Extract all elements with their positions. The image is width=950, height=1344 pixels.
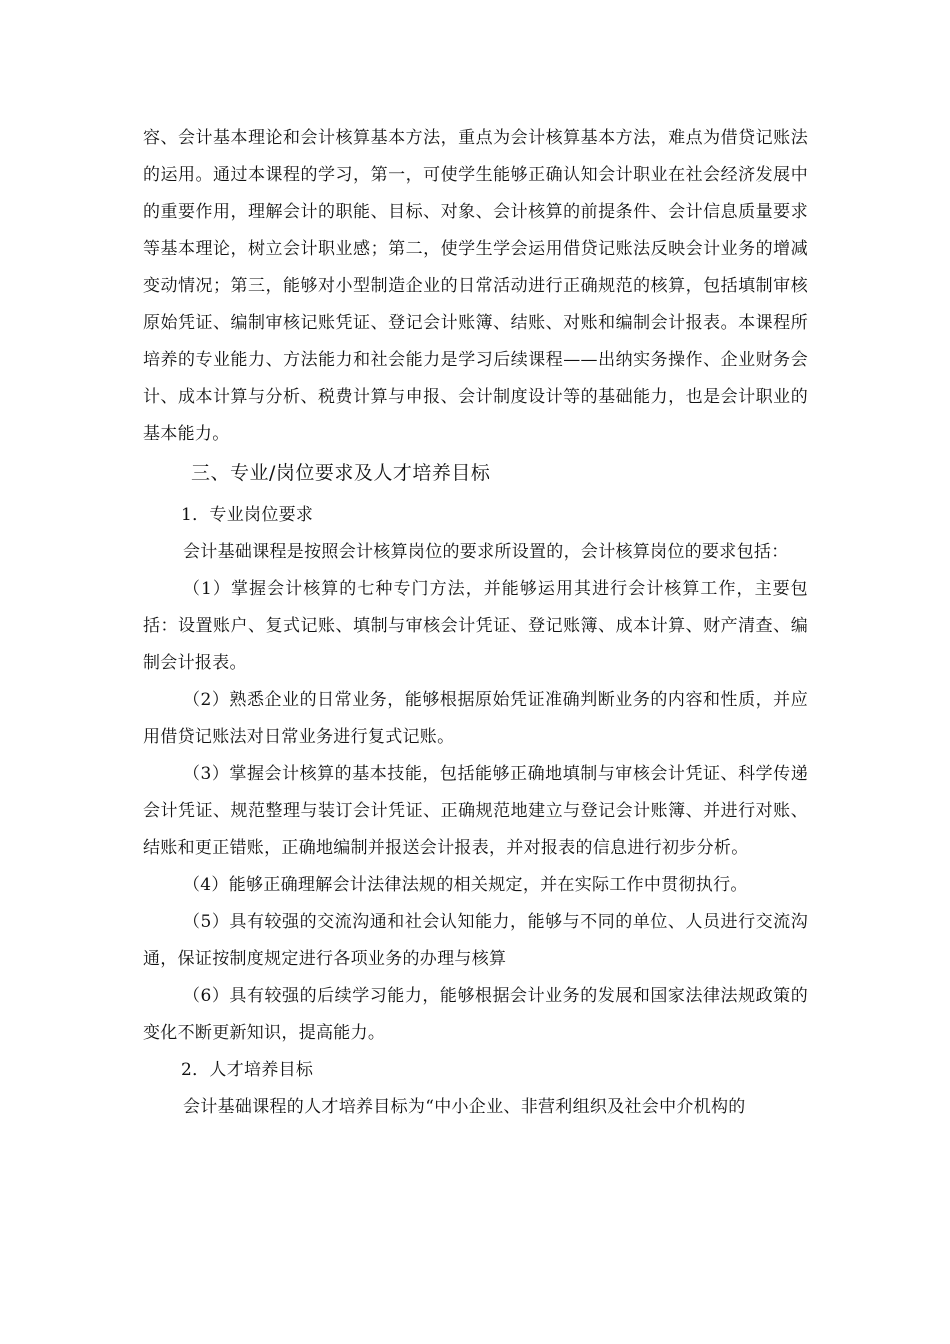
requirement-item-6: （6）具有较强的后续学习能力，能够根据会计业务的发展和国家法律法规政策的变化不断更新知识，提高能力。 (143, 986, 808, 1043)
requirement-item-5: （5）具有较强的交流沟通和社会认知能力，能够与不同的单位、人员进行交流沟通，保证按制度规定进行各项业务的办理与核算 (143, 912, 808, 969)
requirement-item-3: （3）掌握会计核算的基本技能，包括能够正确地填制与审核会计凭证、科学传递会计凭证、规范整理与装订会计凭证、正确规范地建立与登记会计账簿、并进行对账、结账和更正错账，正确地编制并报送会计报表，并对报表的信息进行初步分析。 (143, 764, 808, 858)
requirement-item-4: （4）能够正确理解会计法律法规的相关规定，并在实际工作中贯彻执行。 (183, 875, 748, 895)
requirement-item-2: （2）熟悉企业的日常业务，能够根据原始凭证准确判断业务的内容和性质，并应用借贷记账法对日常业务进行复式记账。 (143, 690, 808, 747)
subsection-title-1: 1．专业岗位要求 (181, 505, 314, 525)
subsection-intro-2: 会计基础课程的人才培养目标为“中小企业、非营利组织及社会中介机构的 (183, 1097, 746, 1117)
subsection-intro-1: 会计基础课程是按照会计核算岗位的要求所设置的，会计核算岗位的要求包括： (183, 542, 789, 562)
intro-paragraph: 容、会计基本理论和会计核算基本方法，重点为会计核算基本方法，难点为借贷记账法的运用。通过本课程的学习，第一，可使学生能够正确认知会计职业在社会经济发展中的重要作用，理解会计的职能、目标、对象、会计核算的前提条件、会计信息质量要求等基本理论，树立会计职业感；第二，使学生学会运用借贷记账法反映会计业务的增减变动情况；第三，能够对小型制造企业的日常活动进行正确规范的核算，包括填制审核原始凭证、编制审核记账凭证、登记会计账簿、结账、对账和编制会计报表。本课程所培养的专业能力、方法能力和社会能力是学习后续课程——出纳实务操作、企业财务会计、成本计算与分析、税费计算与申报、会计制度设计等的基础能力，也是会计职业的基本能力。 (143, 128, 808, 444)
requirement-item-1: （1）掌握会计核算的七种专门方法，并能够运用其进行会计核算工作，主要包括：设置账户、复式记账、填制与审核会计凭证、登记账簿、成本计算、财产清查、编制会计报表。 (143, 579, 808, 673)
document-body (143, 120, 808, 1126)
subsection-title-2: 2．人才培养目标 (181, 1060, 314, 1080)
section-heading: 三、专业/岗位要求及人才培养目标 (191, 462, 491, 484)
